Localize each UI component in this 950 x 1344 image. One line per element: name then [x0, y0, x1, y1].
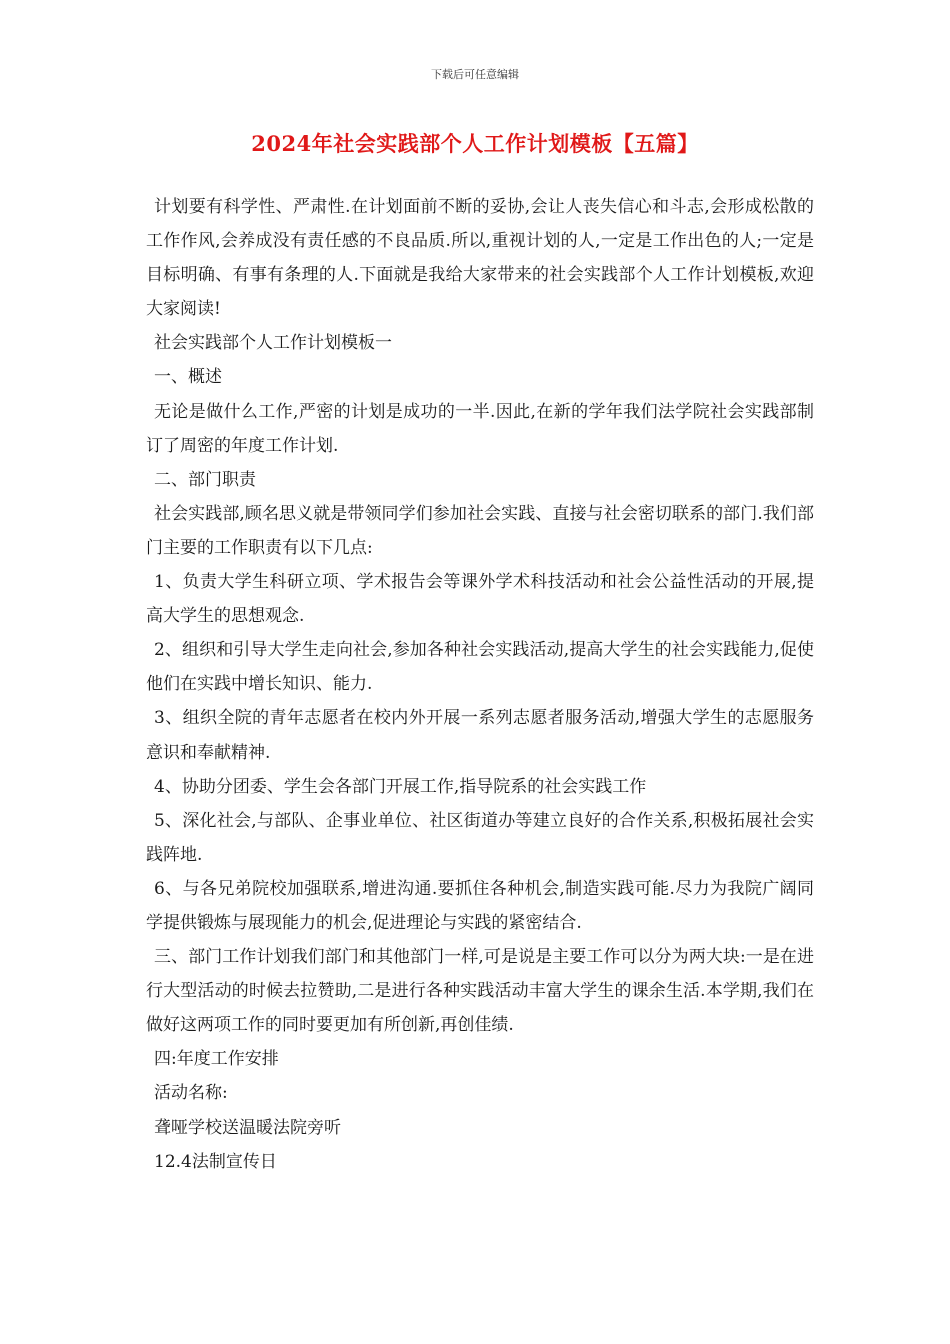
- list-item-duty-4: 4、协助分团委、学生会各部门开展工作,指导院系的社会实践工作: [154, 776, 647, 797]
- list-item-duty-5: 5、深化社会,与部队、企事业单位、社区街道办等建立良好的合作关系,积极拓展社会实践阵地.: [146, 810, 814, 865]
- section-heading-duties: 二、部门职责: [154, 469, 256, 490]
- section-heading-schedule: 四:年度工作安排: [154, 1049, 279, 1070]
- list-item-duty-2: 2、组织和引导大学生走向社会,参加各种社会实践活动,提高大学生的社会实践能力,促使他们在实践中增长知识、能力.: [146, 640, 814, 695]
- document-body: [146, 190, 814, 1179]
- paragraph-intro: 计划要有科学性、严肃性.在计划面前不断的妥协,会让人丧失信心和斗志,会形成松散的工作作风,会养成没有责任感的不良品质.所以,重视计划的人,一定是工作出色的人;一定是目标明确、有事有条理的人.下面就是我给大家带来的社会实践部个人工作计划模板,欢迎大家阅读!: [146, 197, 814, 320]
- section-heading-overview: 一、概述: [154, 367, 222, 388]
- header-note: 下载后可任意编辑: [431, 68, 519, 81]
- activity-item-1: 聋哑学校送温暖法院旁听: [154, 1117, 341, 1138]
- activity-item-2: 12.4法制宣传日: [154, 1151, 277, 1172]
- list-item-duty-1: 1、负责大学生科研立项、学术报告会等课外学术科技活动和社会公益性活动的开展,提高大学生的思想观念.: [146, 572, 814, 627]
- list-item-duty-3: 3、组织全院的青年志愿者在校内外开展一系列志愿者服务活动,增强大学生的志愿服务意识和奉献精神.: [146, 708, 814, 763]
- activity-name-label: 活动名称:: [154, 1083, 228, 1104]
- paragraph-template-heading: 社会实践部个人工作计划模板一: [154, 333, 392, 354]
- document-title: 2024年社会实践部个人工作计划模板【五篇】: [251, 131, 699, 156]
- paragraph-work-plan: 三、部门工作计划我们部门和其他部门一样,可是说是主要工作可以分为两大块:一是在进行大型活动的时候去拉赞助,二是进行各种实践活动丰富大学生的课余生活.本学期,我们在做好这两项工作的同时要更加有所创新,再创佳绩.: [146, 947, 814, 1036]
- paragraph-overview: 无论是做什么工作,严密的计划是成功的一半.因此,在新的学年我们法学院社会实践部制订了周密的年度工作计划.: [146, 401, 814, 456]
- list-item-duty-6: 6、与各兄弟院校加强联系,增进沟通.要抓住各种机会,制造实践可能.尽力为我院广阔同学提供锻炼与展现能力的机会,促进理论与实践的紧密结合.: [146, 878, 814, 933]
- paragraph-duties: 社会实践部,顾名思义就是带领同学们参加社会实践、直接与社会密切联系的部门.我们部门主要的工作职责有以下几点:: [146, 503, 814, 558]
